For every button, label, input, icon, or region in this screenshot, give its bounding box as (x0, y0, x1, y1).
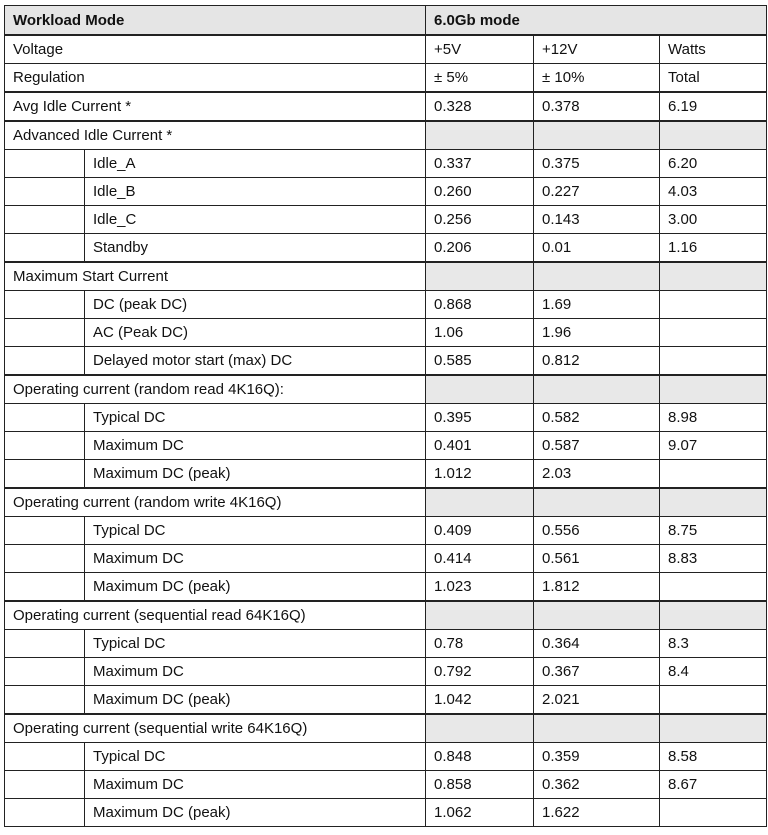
value-5v: 0.78 (426, 630, 534, 658)
value-12v (534, 262, 660, 291)
value-watts: 8.98 (660, 404, 767, 432)
value-5v: 0.868 (426, 291, 534, 319)
value-12v: 0.364 (534, 630, 660, 658)
value-watts: 8.83 (660, 545, 767, 573)
value-12v: 2.021 (534, 686, 660, 715)
indent-spacer (5, 234, 85, 263)
value-12v (534, 601, 660, 630)
value-watts: 1.16 (660, 234, 767, 263)
value-12v (534, 121, 660, 150)
value-5v: 0.256 (426, 206, 534, 234)
value-watts: Watts (660, 35, 767, 64)
value-12v: 0.587 (534, 432, 660, 460)
table-row (5, 121, 767, 150)
value-5v (426, 375, 534, 404)
table-row (5, 206, 767, 234)
table-row (5, 92, 767, 121)
table-row (5, 630, 767, 658)
value-5v (426, 121, 534, 150)
sub-row-label: Maximum DC (85, 545, 426, 573)
sub-row-label: Maximum DC (peak) (85, 686, 426, 715)
indent-spacer (5, 799, 85, 827)
value-watts (660, 686, 767, 715)
value-5v: +5V (426, 35, 534, 64)
group-label: Operating current (sequential read 64K16Q) (5, 601, 426, 630)
value-12v: 0.582 (534, 404, 660, 432)
table-header-row (5, 6, 767, 36)
group-label: Operating current (random read 4K16Q): (5, 375, 426, 404)
group-label: Operating current (sequential write 64K16Q) (5, 714, 426, 743)
value-watts (660, 375, 767, 404)
value-watts (660, 121, 767, 150)
header-workload-mode: Workload Mode (5, 6, 426, 36)
value-5v: 0.792 (426, 658, 534, 686)
value-12v: 0.561 (534, 545, 660, 573)
value-5v: 0.337 (426, 150, 534, 178)
value-5v: 1.023 (426, 573, 534, 602)
group-label: Operating current (random write 4K16Q) (5, 488, 426, 517)
value-12v: 1.69 (534, 291, 660, 319)
value-watts (660, 573, 767, 602)
indent-spacer (5, 460, 85, 489)
value-12v: 0.01 (534, 234, 660, 263)
value-12v: +12V (534, 35, 660, 64)
sub-row-label: Maximum DC (peak) (85, 799, 426, 827)
table-row (5, 404, 767, 432)
table-row (5, 432, 767, 460)
table-row (5, 743, 767, 771)
sub-row-label: Idle_A (85, 150, 426, 178)
value-12v (534, 714, 660, 743)
indent-spacer (5, 573, 85, 602)
value-watts: 8.4 (660, 658, 767, 686)
value-12v: 0.378 (534, 92, 660, 121)
value-watts (660, 347, 767, 376)
table-row (5, 573, 767, 602)
indent-spacer (5, 150, 85, 178)
value-5v (426, 262, 534, 291)
indent-spacer (5, 432, 85, 460)
value-12v: ± 10% (534, 64, 660, 93)
sub-row-label: Typical DC (85, 517, 426, 545)
sub-row-label: Maximum DC (peak) (85, 573, 426, 602)
sub-row-label: Maximum DC (peak) (85, 460, 426, 489)
value-12v: 1.622 (534, 799, 660, 827)
value-watts: 8.67 (660, 771, 767, 799)
sub-row-label: Idle_B (85, 178, 426, 206)
group-label: Maximum Start Current (5, 262, 426, 291)
value-5v: 0.858 (426, 771, 534, 799)
value-5v: 0.328 (426, 92, 534, 121)
table-row (5, 35, 767, 64)
table-row (5, 488, 767, 517)
table-row (5, 347, 767, 376)
sub-row-label: Maximum DC (85, 658, 426, 686)
value-5v: 1.062 (426, 799, 534, 827)
value-12v: 0.227 (534, 178, 660, 206)
indent-spacer (5, 658, 85, 686)
indent-spacer (5, 347, 85, 376)
value-5v: 0.260 (426, 178, 534, 206)
power-spec-table (4, 5, 767, 827)
table-row (5, 460, 767, 489)
row-label: Regulation (5, 64, 426, 93)
indent-spacer (5, 517, 85, 545)
table-row (5, 375, 767, 404)
value-5v: 0.409 (426, 517, 534, 545)
sub-row-label: Typical DC (85, 743, 426, 771)
indent-spacer (5, 291, 85, 319)
group-label: Advanced Idle Current * (5, 121, 426, 150)
sub-row-label: Maximum DC (85, 432, 426, 460)
table-row (5, 771, 767, 799)
indent-spacer (5, 771, 85, 799)
indent-spacer (5, 630, 85, 658)
value-12v: 0.812 (534, 347, 660, 376)
value-5v: 0.585 (426, 347, 534, 376)
table-row (5, 799, 767, 827)
value-12v (534, 488, 660, 517)
value-watts (660, 319, 767, 347)
value-5v: 1.042 (426, 686, 534, 715)
sub-row-label: Maximum DC (85, 771, 426, 799)
value-watts: 3.00 (660, 206, 767, 234)
value-12v: 0.359 (534, 743, 660, 771)
value-12v: 0.367 (534, 658, 660, 686)
value-12v (534, 375, 660, 404)
table-row (5, 658, 767, 686)
indent-spacer (5, 206, 85, 234)
table-row (5, 262, 767, 291)
table-row (5, 319, 767, 347)
value-5v: ± 5% (426, 64, 534, 93)
value-12v: 1.96 (534, 319, 660, 347)
value-watts (660, 262, 767, 291)
value-watts: 8.3 (660, 630, 767, 658)
value-watts (660, 291, 767, 319)
value-watts: 6.20 (660, 150, 767, 178)
table-row (5, 234, 767, 263)
value-5v (426, 601, 534, 630)
value-watts: 8.75 (660, 517, 767, 545)
value-5v: 0.395 (426, 404, 534, 432)
row-label: Avg Idle Current * (5, 92, 426, 121)
sub-row-label: Idle_C (85, 206, 426, 234)
value-5v: 1.06 (426, 319, 534, 347)
value-5v: 1.012 (426, 460, 534, 489)
value-12v: 0.143 (534, 206, 660, 234)
sub-row-label: Typical DC (85, 630, 426, 658)
value-5v: 0.848 (426, 743, 534, 771)
table-row (5, 150, 767, 178)
row-label: Voltage (5, 35, 426, 64)
header-mode: 6.0Gb mode (426, 6, 767, 36)
indent-spacer (5, 404, 85, 432)
value-5v: 0.206 (426, 234, 534, 263)
indent-spacer (5, 319, 85, 347)
table-row (5, 601, 767, 630)
value-5v: 0.401 (426, 432, 534, 460)
table-row (5, 545, 767, 573)
table-row (5, 686, 767, 715)
value-5v: 0.414 (426, 545, 534, 573)
sub-row-label: Typical DC (85, 404, 426, 432)
table-row (5, 517, 767, 545)
value-watts: 4.03 (660, 178, 767, 206)
indent-spacer (5, 545, 85, 573)
indent-spacer (5, 686, 85, 715)
value-watts (660, 488, 767, 517)
value-5v (426, 488, 534, 517)
table-row (5, 64, 767, 93)
sub-row-label: Delayed motor start (max) DC (85, 347, 426, 376)
value-watts: 8.58 (660, 743, 767, 771)
value-watts: 6.19 (660, 92, 767, 121)
table-row (5, 714, 767, 743)
value-12v: 2.03 (534, 460, 660, 489)
value-12v: 1.812 (534, 573, 660, 602)
value-12v: 0.556 (534, 517, 660, 545)
value-watts: 9.07 (660, 432, 767, 460)
value-12v: 0.375 (534, 150, 660, 178)
sub-row-label: Standby (85, 234, 426, 263)
indent-spacer (5, 178, 85, 206)
value-watts (660, 799, 767, 827)
table-row (5, 178, 767, 206)
value-12v: 0.362 (534, 771, 660, 799)
value-watts (660, 714, 767, 743)
value-watts (660, 460, 767, 489)
value-watts (660, 601, 767, 630)
indent-spacer (5, 743, 85, 771)
sub-row-label: DC (peak DC) (85, 291, 426, 319)
sub-row-label: AC (Peak DC) (85, 319, 426, 347)
value-watts: Total (660, 64, 767, 93)
table-row (5, 291, 767, 319)
value-5v (426, 714, 534, 743)
